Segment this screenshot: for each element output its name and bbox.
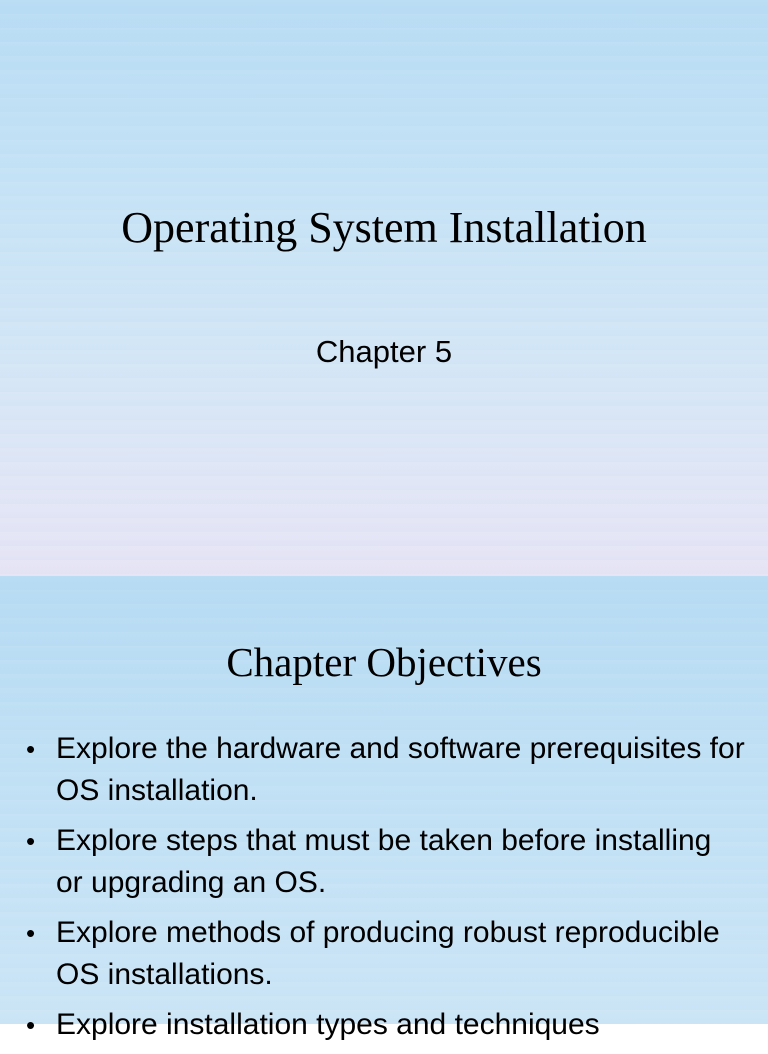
bullet-icon: • (26, 826, 36, 856)
bullet-icon: • (26, 1010, 36, 1040)
list-item-text: Explore methods of producing robust reproducible OS installations. (56, 916, 720, 991)
list-item-text: Explore the hardware and software prerequisites for OS installation. (56, 732, 745, 807)
slide-subtitle: Chapter 5 (315, 334, 453, 369)
list-item (26, 912, 746, 996)
list-item-text: Explore installation types and techniques (56, 1008, 600, 1041)
bullet-icon: • (26, 918, 36, 948)
slide-objectives (0, 576, 768, 1041)
list-item (26, 820, 746, 904)
bullet-icon: • (26, 734, 36, 764)
slide-title-heading: Operating System Installation (121, 203, 647, 252)
objectives-heading: Chapter Objectives (226, 639, 542, 685)
list-item (26, 1004, 746, 1046)
objectives-list (26, 728, 746, 1054)
list-item (26, 728, 746, 812)
list-item-text: Explore steps that must be taken before installing or upgrading an OS. (56, 824, 712, 899)
